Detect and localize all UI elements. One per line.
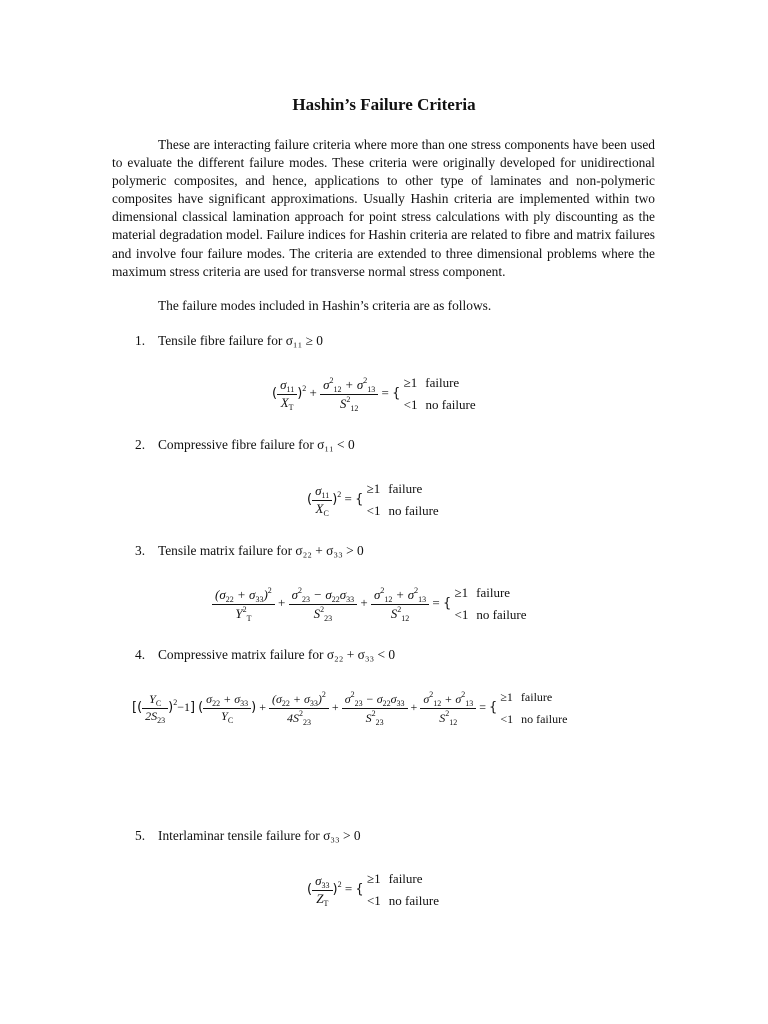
item-text: Tensile fibre failure for σ₁₁ ≥ 0	[158, 333, 323, 348]
list-item	[135, 437, 355, 453]
outcome-failure: failure	[425, 375, 460, 390]
outcome-no-failure: no failure	[388, 503, 439, 518]
list-item	[135, 647, 395, 663]
outcome-ge: ≥1	[403, 375, 418, 390]
list-item	[135, 333, 323, 349]
item-text: Compressive fibre failure for σ₁₁ < 0	[158, 437, 355, 452]
outcome-failure: failure	[388, 481, 423, 496]
outcome-failure: failure	[476, 585, 511, 600]
item-number: 1.	[135, 333, 146, 348]
outcome-ge: ≥1	[366, 481, 381, 496]
outcome-ge: ≥1	[366, 871, 381, 886]
equation-compressive-matrix: [( $\frac{Y_C}{2S_{23}}$ )$^2$−1] ( $\frac{\sigma_{22} + \sigma_{33}}{Y_C}$ ) + $\frac{(\sigma_{22} + \sigma_{33})^2}{4S^2_{23}}$ + $\frac{\sigma^2_{23} - \sigma_{22}\sigma_{33}}{S^2_{23}}$ + $\frac{\sigma^2_{12} + \sigma^2_{13}}{S^2_{12}}$ = { ≥1 failure <1 no failure	[132, 689, 568, 727]
outcome-lt: <1	[366, 893, 381, 908]
item-text: Compressive matrix failure for σ₂₂ + σ₃₃ < 0	[158, 647, 396, 662]
item-text: Tensile matrix failure for σ₂₂ + σ₃₃ > 0	[158, 543, 364, 558]
outcome-ge: ≥1	[454, 585, 469, 600]
item-text: Interlaminar tensile failure for σ₃₃ > 0	[158, 828, 361, 843]
equation-interlaminar-tensile: ( $\frac{\sigma_{33}}{Z_T}$ )$^2$ = { ≥1 failure <1 no failure	[307, 871, 439, 908]
outcome-lt: <1	[366, 503, 381, 518]
equation-tensile-fibre: ( $\frac{\sigma_{11}}{X_T}$ )$^2$ + $\frac{\sigma^2_{12} + \sigma^2_{13}}{S^2_{12}}$ = { ≥1 failure <1 no failure	[272, 375, 476, 413]
equation-tensile-matrix: $\frac{(\sigma_{22} + \sigma_{33})^2}{Y^2_T}$ + $\frac{\sigma^2_{23} - \sigma_{22}\sigma_{33}}{S^2_{23}}$ + $\frac{\sigma^2_{12} + \sigma^2_{13}}{S^2_{12}}$ = { ≥1 failure <1 no failure	[212, 582, 527, 626]
page-title: Hashin’s Failure Criteria	[292, 95, 476, 114]
outcome-lt: <1	[500, 712, 514, 726]
outcome-failure: failure	[520, 690, 553, 704]
item-number: 2.	[135, 437, 146, 452]
outcome-lt: <1	[403, 397, 418, 412]
outcome-no-failure: no failure	[425, 397, 476, 412]
list-item	[135, 828, 361, 844]
outcome-ge: ≥1	[500, 690, 513, 704]
item-number: 5.	[135, 828, 146, 843]
outcome-failure: failure	[388, 871, 423, 886]
outcome-lt: <1	[454, 607, 469, 622]
list-item	[135, 543, 364, 559]
equation-compressive-fibre: ( $\frac{\sigma_{11}}{X_C}$ )$^2$ = { ≥1 failure <1 no failure	[307, 481, 439, 518]
outcome-no-failure: no failure	[388, 893, 439, 908]
modes-intro-line: The failure modes included in Hashin’s criteria are as follows.	[158, 298, 492, 313]
item-number: 4.	[135, 647, 146, 662]
intro-paragraph: These are interacting failure criteria where more than one stress components have been used to evaluate the different failure modes. These criteria were originally developed for unidirectional polymeric composites, and hence, applications to other type of laminates and non-polymeric composites have significant approximations. Usually Hashin criteria are implemented within two dimensional classical lamination approach for point stress calculations with ply discounting as the material degradation model. Failure indices for Hashin criteria are related to fibre and matrix failures and involve four failure modes. The criteria are extended to three dimensional problems where the maximum stress criteria are used for transverse normal stress component.	[112, 137, 655, 279]
item-number: 3.	[135, 543, 146, 558]
outcome-no-failure: no failure	[521, 712, 568, 726]
outcome-no-failure: no failure	[476, 607, 527, 622]
